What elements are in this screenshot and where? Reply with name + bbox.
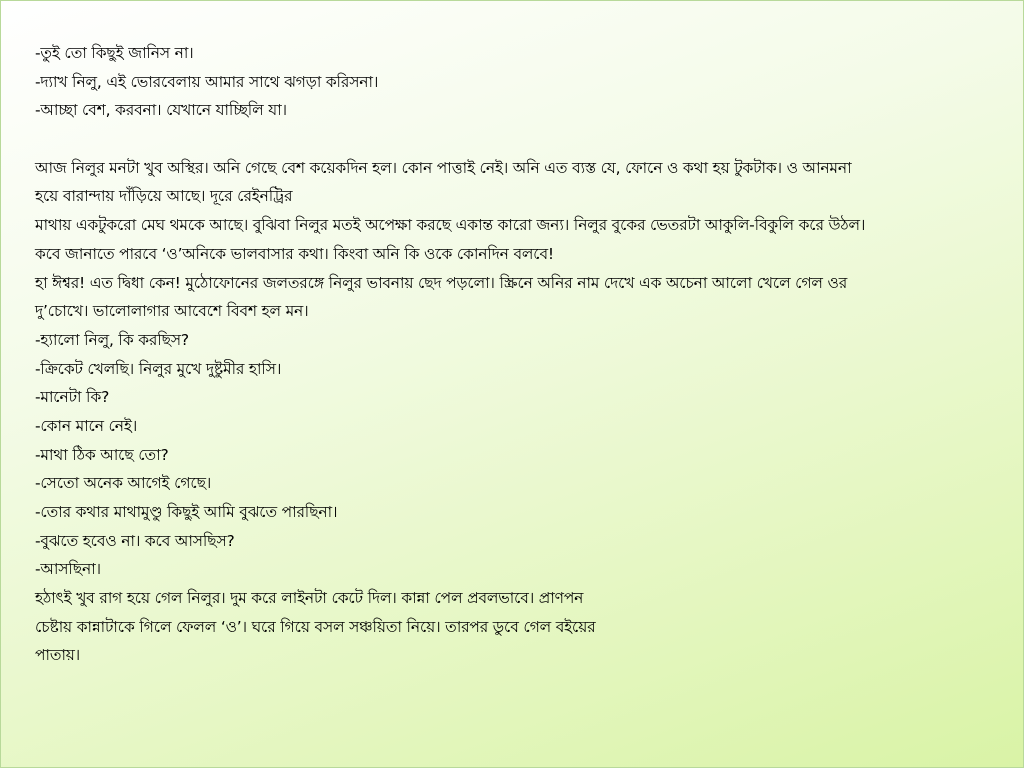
paragraph-line: দু’চোখে। ভালোলাগার আবেশে বিবশ হল মন। (35, 302, 309, 321)
paragraph-line: আজ নিলুর মনটা খুব অস্থির। অনি গেছে বেশ কয়েকদিন হল। কোন পাত্তাই নেই। অনি এত ব্যস্ত যে, ফোনে ও কথা হয় টুকটাক। ও আনমনা (35, 158, 852, 177)
dialogue-line: -আসছিনা। (35, 560, 101, 579)
paragraph-line: চেষ্টায় কান্নাটাকে গিলে ফেলল ‘ও’। ঘরে গিয়ে বসল সঞ্চয়িতা নিয়ে। তারপর ডুবে গেল বইয়ের (35, 617, 596, 636)
dialogue-line: -তোর কথার মাথামুণ্ডু কিছুই আমি বুঝতে পারছিনা। (35, 503, 338, 521)
dialogue-line: -কোন মানে নেই। (35, 416, 138, 435)
dialogue-line: -বুঝতে হবেও না। কবে আসছিস? (35, 531, 235, 550)
dialogue-line: -সেতো অনেক আগেই গেছে। (35, 474, 212, 493)
paragraph-gap (35, 125, 1010, 154)
paragraph-line: কবে জানাতে পারবে ‘ও’অনিকে ভালবাসার কথা। কিংবা অনি কি ওকে কোনদিন বলবে! (35, 244, 554, 263)
paragraph-line: পাতায়। (35, 646, 81, 665)
dialogue-line: -তুই তো কিছুই জানিস না। (35, 44, 194, 62)
dialogue-line: -আচ্ছা বেশ, করবনা। যেখানে যাচ্ছিলি যা। (35, 101, 287, 120)
paragraph-line: হা ঈশ্বর! এত দ্বিধা কেন! মুঠোফোনের জলতরঙ্গে নিলুর ভাবনায় ছেদ পড়লো। স্ক্রিনে অনির নাম দেখে এক অচেনা আলো খেলে গেল ওর (35, 273, 848, 292)
dialogue-line: -ক্রিকেট খেলছি। নিলুর মুখে দুষ্টুমীর হাসি। (35, 359, 282, 378)
dialogue-line: -মানেটা কি? (35, 388, 110, 407)
paragraph-line: হয়ে বারান্দায় দাঁড়িয়ে আছে। দূরে রেইনট্রির (35, 187, 293, 206)
paragraph-line: মাথায় একটুকরো মেঘ থমকে আছে। বুঝিবা নিলুর মতই অপেক্ষা করছে একান্ত কারো জন্য। নিলুর বুকের ভেতরটা আকুলি-বিকুলি করে উঠল। (35, 216, 866, 235)
paragraph-line: হঠাৎই খুব রাগ হয়ে গেল নিলুর। দুম করে লাইনটা কেটে দিল। কান্না পেল প্রবলভাবে। প্রাণপন (35, 589, 584, 608)
dialogue-line: -মাথা ঠিক আছে তো? (35, 445, 169, 464)
dialogue-line: -হ্যালো নিলু, কি করছিস? (35, 330, 189, 349)
dialogue-line: -দ্যাখ নিলু, এই ভোরবেলায় আমার সাথে ঝগড়া করিসনা। (35, 72, 379, 91)
story-text (35, 39, 1010, 670)
